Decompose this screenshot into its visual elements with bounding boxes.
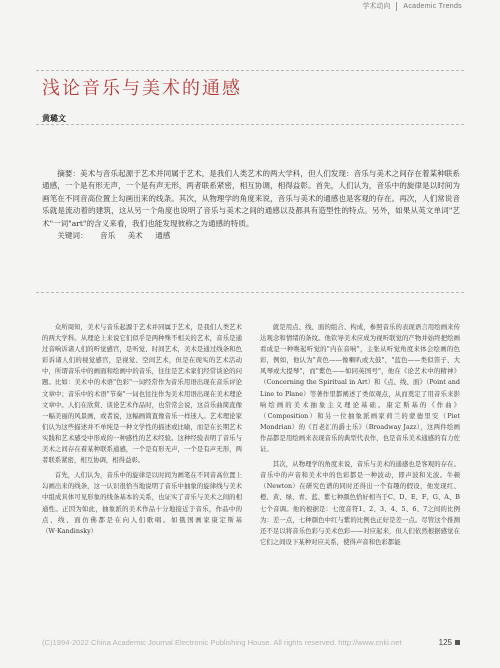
- keyword: 美术: [127, 231, 143, 241]
- copyright-notice: (C)1994-2022 China Academic Journal Electronic Publishing House. All rights reserved. http://www.cnki.net: [42, 637, 402, 647]
- body-column-left: [42, 322, 242, 548]
- page-footer: [42, 636, 460, 648]
- abstract-block: [42, 168, 460, 242]
- body-paragraph: 众所周知，美术与音乐起源于艺术并同属于艺术，是我们人类艺术的两大学科。从理论上来说它们似乎是两种殊不相关的艺术，音乐是通过音响诉诸人们的听觉感官，是听觉、时间艺术，美术是通过线条和色彩诉诸人们的视觉感官，是视觉、空间艺术，但是在现实的艺术活动中，所谓音乐中的画面和绘画中的音乐，往往是艺术家们经常谈论的问题。比如：美术中的术语"色彩"一词经常作为音乐用语出现在音乐评论文章中；音乐中的术语"节奏"一词也往往作为美术用语出现在美术理论文章中。人们在欣赏、谈论艺术作品时，也常常会说，这首乐曲简直像一幅美丽的风景画，或者说，这幅画简直像音乐一样迷人。艺术理论家们认为这些描述并不单纯是一种文学性的描述或比喻，而是在长期艺术实践和艺术感受中形成的一种感性的艺术经验。这种经验表明了音乐与美术之间存在着某种联系通感，一个是有形无声，一个是有声无形，两者联系紧密，相互协调，相得益彰。: [42, 323, 242, 465]
- page-number: 125: [438, 637, 452, 647]
- abstract-text: 摘要：美术与音乐起源于艺术并同属于艺术，是我们人类艺术的两大学科，但人们发现：音乐与美术之间存在着某种联系通感，一个是有形无声，一个是有声无形，两者联系紧密，相互协调，相得益彰。首先，人们认为，音乐中的旋律是以时间为画笔在不同音高位置上勾画出来的线条。其次，从物理学的角度来说，音乐与美术的通感也是客观的存在。再次，人们常说音乐就是流动着的建筑，这从另一个角度也说明了音乐与美术之间的通感以及都具有造型性的特点。另外，如果从英文单词"艺术"一词"art"的含义来看，我们也能发现彼称之为通感的特质。: [42, 169, 460, 228]
- keyword: 音乐: [99, 231, 116, 241]
- article-author: 黄璐文: [42, 114, 66, 123]
- author-rule: [36, 124, 464, 125]
- keyword: 通感: [155, 231, 171, 241]
- page-marker-square-icon: [455, 640, 460, 645]
- page-number-group: [439, 638, 460, 647]
- body-paragraph: 其次，从物理学的角度来说，音乐与美术的通感也是客观的存在。音乐中的声音和美术中的色彩都是一种波动，即声波和光波。牛顿（Newton）在研究色谱的同时还得出一个有趣的假设，他发现红、橙、黄、绿、青、蓝、紫七种颜色恰好相当于C、D、E、F、G、A、B七个音调。他的根据是：七度音符1、2、3、4、5、6、7之间的比例为：差一点，七种颜色中红与紫的比例也正好是差一点。尽管这个推测还不足以将音乐色彩与美术色彩——对应起来，但人们依然根据感觉在它们之间设下某种对应关系，使得声音和色彩都能: [260, 460, 460, 546]
- keywords-line: [42, 230, 460, 242]
- body-columns: [42, 322, 460, 548]
- body-column-right: [260, 322, 460, 548]
- article-title: 浅论音乐与美术的通感: [42, 78, 242, 99]
- body-paragraph: 就是用点、线、面的组合、构成，参照音乐的表现语言用绘画来传达观念和情绪的条纹。他钦导美术应成为视听联觉的产物并始终把绘画看成是一种唤起听觉的"内在音响"，主张从听觉角度来体会绘画的色彩，例如，他认为"黄色——像喇叭或大鼓"，"蓝色——类似笛子、大风琴或大提琴"，而"紫色——如同英国号"，他在《论艺术中的精神》（Concerning the Spiritual in Art）和《点、线、面》（Point and Line to Plane）等著作里都阐述了类似观点，从而奠定了用音乐来影响绘画的美术抽象主义理论基础。康定斯基的《作曲》（Composition）和另一位抽象派画家荷兰的蒙德里安（Piet Mondrian）的《百老汇的爵士乐》（Broadway Jazz），这两件绘画作品都是用绘画来表现音乐的典型代表作，也是音乐美术通感的有力佐证。: [260, 323, 460, 454]
- title-top-rule: [36, 70, 464, 71]
- abstract-bottom-rule: [36, 292, 464, 293]
- header-section-cn: 学术动向: [362, 2, 391, 10]
- header-divider: [396, 2, 397, 11]
- body-paragraph: 首先，人们认为，音乐中的旋律是以时间为画笔在不同音高位置上勾画出来的线条，这一认识很恰当地说明了音乐中抽象的旋律线与美术中组成具体可见形象的线条基本的关系，也证实了音乐与美术之间的相通性。正因为如此，抽象派的美术作品十分地接近于音乐，作品中的点、线、面仿佛都是在向人们歌唱。如俄国画家康定斯基（W·Kandinsky）: [42, 471, 242, 535]
- keywords-label: 关键词：: [57, 231, 88, 241]
- header-section-en: Academic Trends: [403, 2, 462, 10]
- running-header: [362, 0, 462, 12]
